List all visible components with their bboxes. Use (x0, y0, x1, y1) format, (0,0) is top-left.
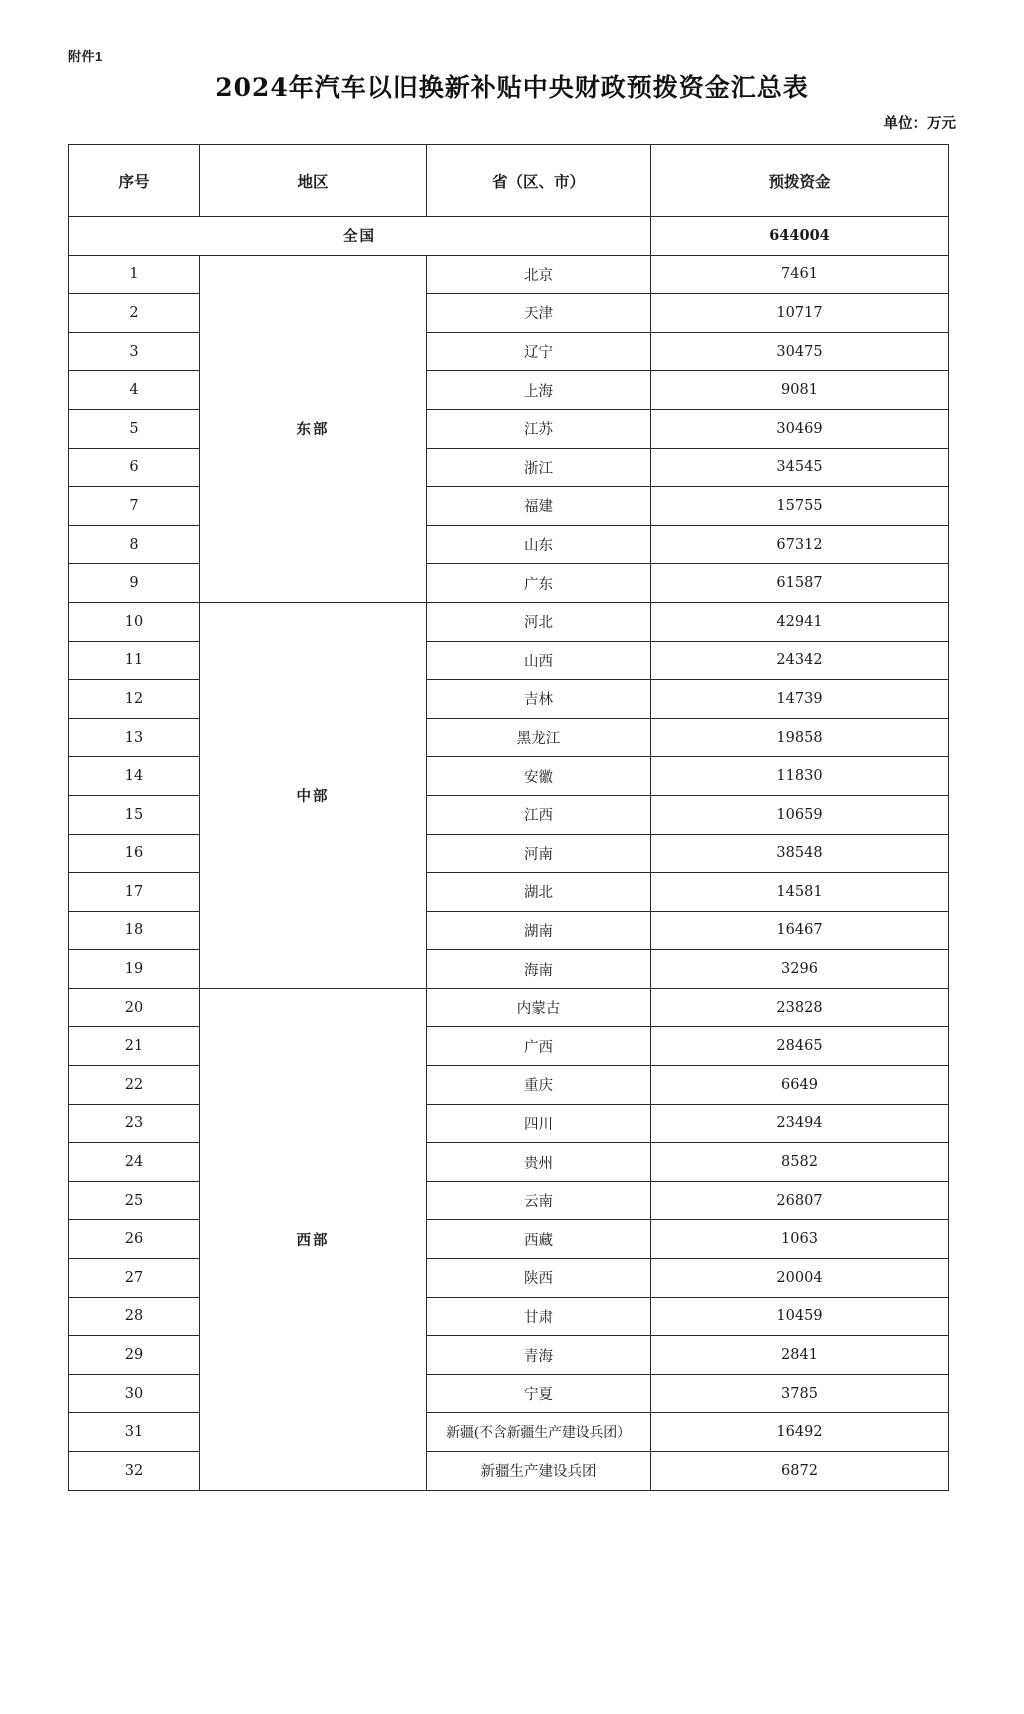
row-index: 16 (69, 834, 200, 873)
row-index: 3 (69, 332, 200, 371)
table-body (69, 217, 949, 1491)
province-name: 河北 (427, 602, 651, 641)
unit-note: 单位：万元 (883, 115, 956, 132)
row-index: 13 (69, 718, 200, 757)
row-index: 18 (69, 911, 200, 950)
province-name: 福建 (427, 487, 651, 526)
province-name: 江苏 (427, 409, 651, 448)
region-name-east: 东部 (200, 255, 427, 602)
row-index: 6 (69, 448, 200, 487)
province-name: 黑龙江 (427, 718, 651, 757)
row-index: 1 (69, 255, 200, 294)
row-index: 11 (69, 641, 200, 680)
allocated-amount: 38548 (651, 834, 949, 873)
attachment-label: 附件1 (68, 49, 103, 64)
province-name: 广西 (427, 1027, 651, 1066)
table-header (69, 145, 949, 217)
table-row (69, 602, 949, 641)
allocated-amount: 2841 (651, 1336, 949, 1375)
allocated-amount: 11830 (651, 757, 949, 796)
column-header-region: 地区 (200, 145, 427, 217)
province-name: 山东 (427, 525, 651, 564)
row-index: 2 (69, 294, 200, 333)
row-index: 5 (69, 409, 200, 448)
total-amount: 644004 (651, 217, 949, 256)
allocated-amount: 10459 (651, 1297, 949, 1336)
row-index: 4 (69, 371, 200, 410)
row-index: 14 (69, 757, 200, 796)
column-header-index: 序号 (69, 145, 200, 217)
allocated-amount: 1063 (651, 1220, 949, 1259)
province-name: 西藏 (427, 1220, 651, 1259)
table-row (69, 988, 949, 1027)
row-index: 9 (69, 564, 200, 603)
allocated-amount: 10717 (651, 294, 949, 333)
province-name: 上海 (427, 371, 651, 410)
allocated-amount: 30469 (651, 409, 949, 448)
row-index: 25 (69, 1181, 200, 1220)
allocated-amount: 28465 (651, 1027, 949, 1066)
allocated-amount: 19858 (651, 718, 949, 757)
province-name: 广东 (427, 564, 651, 603)
table-row (69, 255, 949, 294)
province-name: 天津 (427, 294, 651, 333)
allocated-amount: 61587 (651, 564, 949, 603)
allocated-amount: 15755 (651, 487, 949, 526)
column-header-province: 省（区、市） (427, 145, 651, 217)
province-name: 江西 (427, 795, 651, 834)
row-index: 17 (69, 873, 200, 912)
table-row-total (69, 217, 949, 256)
province-name: 陕西 (427, 1259, 651, 1298)
subsidy-summary-table (68, 144, 949, 1491)
row-index: 22 (69, 1066, 200, 1105)
province-name: 河南 (427, 834, 651, 873)
province-name: 新疆(不含新疆生产建设兵团） (427, 1413, 651, 1452)
allocated-amount: 30475 (651, 332, 949, 371)
row-index: 28 (69, 1297, 200, 1336)
row-index: 27 (69, 1259, 200, 1298)
allocated-amount: 16467 (651, 911, 949, 950)
allocated-amount: 26807 (651, 1181, 949, 1220)
column-header-amount: 预拨资金 (651, 145, 949, 217)
province-name: 北京 (427, 255, 651, 294)
province-name: 辽宁 (427, 332, 651, 371)
table-header-row (69, 145, 949, 217)
allocated-amount: 14581 (651, 873, 949, 912)
total-label: 全国 (69, 217, 651, 256)
page-title: 2024年汽车以旧换新补贴中央财政预拨资金汇总表 (215, 73, 809, 102)
allocated-amount: 24342 (651, 641, 949, 680)
province-name: 重庆 (427, 1066, 651, 1105)
row-index: 19 (69, 950, 200, 989)
province-name: 湖南 (427, 911, 651, 950)
row-index: 15 (69, 795, 200, 834)
allocated-amount: 14739 (651, 680, 949, 719)
row-index: 31 (69, 1413, 200, 1452)
row-index: 23 (69, 1104, 200, 1143)
province-name: 内蒙古 (427, 988, 651, 1027)
allocated-amount: 6649 (651, 1066, 949, 1105)
allocated-amount: 67312 (651, 525, 949, 564)
allocated-amount: 23828 (651, 988, 949, 1027)
region-name-west: 西部 (200, 988, 427, 1490)
province-name: 山西 (427, 641, 651, 680)
allocated-amount: 34545 (651, 448, 949, 487)
allocated-amount: 10659 (651, 795, 949, 834)
allocated-amount: 9081 (651, 371, 949, 410)
province-name: 安徽 (427, 757, 651, 796)
allocated-amount: 16492 (651, 1413, 949, 1452)
row-index: 7 (69, 487, 200, 526)
row-index: 10 (69, 602, 200, 641)
allocated-amount: 23494 (651, 1104, 949, 1143)
allocated-amount: 3785 (651, 1374, 949, 1413)
row-index: 8 (69, 525, 200, 564)
province-name: 云南 (427, 1181, 651, 1220)
row-index: 21 (69, 1027, 200, 1066)
row-index: 30 (69, 1374, 200, 1413)
allocated-amount: 6872 (651, 1452, 949, 1491)
row-index: 20 (69, 988, 200, 1027)
row-index: 29 (69, 1336, 200, 1375)
row-index: 12 (69, 680, 200, 719)
row-index: 32 (69, 1452, 200, 1491)
allocated-amount: 8582 (651, 1143, 949, 1182)
province-name: 湖北 (427, 873, 651, 912)
allocated-amount: 20004 (651, 1259, 949, 1298)
province-name: 海南 (427, 950, 651, 989)
province-name: 贵州 (427, 1143, 651, 1182)
province-name: 四川 (427, 1104, 651, 1143)
allocated-amount: 42941 (651, 602, 949, 641)
province-name: 新疆生产建设兵团 (427, 1452, 651, 1491)
allocated-amount: 7461 (651, 255, 949, 294)
province-name: 青海 (427, 1336, 651, 1375)
row-index: 26 (69, 1220, 200, 1259)
region-name-central: 中部 (200, 602, 427, 988)
province-name: 甘肃 (427, 1297, 651, 1336)
province-name: 宁夏 (427, 1374, 651, 1413)
allocated-amount: 3296 (651, 950, 949, 989)
province-name: 浙江 (427, 448, 651, 487)
province-name: 吉林 (427, 680, 651, 719)
row-index: 24 (69, 1143, 200, 1182)
